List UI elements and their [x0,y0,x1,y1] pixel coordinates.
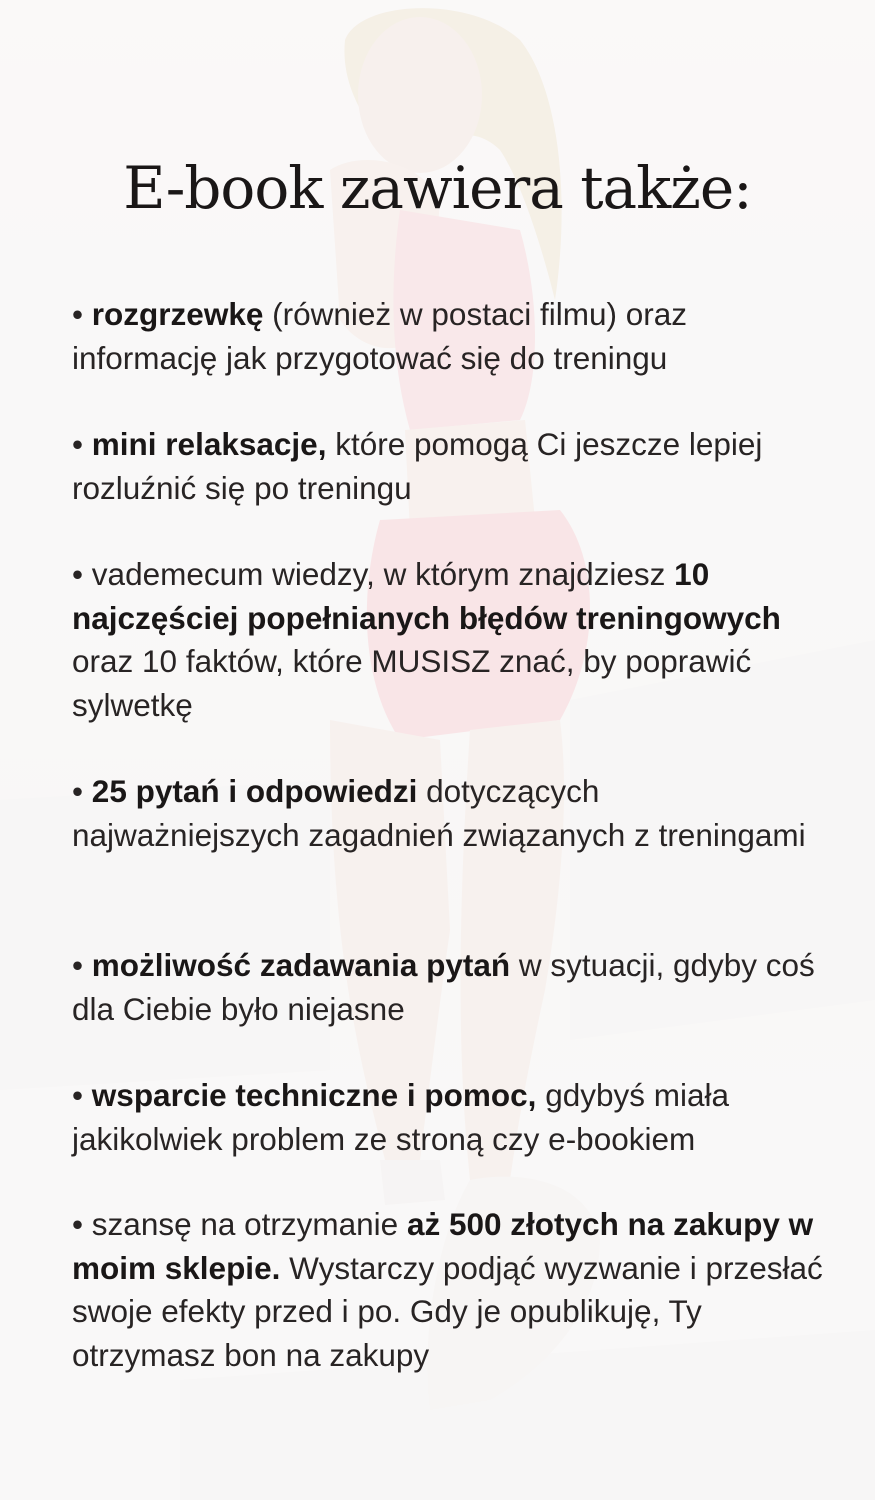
bullet: • [72,1077,84,1113]
item-text: vademecum wiedzy, w którym znajdziesz [91,556,666,592]
bullet: • [72,773,84,809]
item-highlight: rozgrzewkę [91,296,264,332]
item-text: oraz 10 faktów, które MUSISZ znać, by poprawić sylwetkę [72,643,752,723]
bullet: • [72,426,84,462]
item-text: szansę na otrzymanie [91,1206,399,1242]
bullet: • [72,1206,84,1242]
feature-item-voucher [72,1203,832,1377]
item-highlight: możliwość zadawania pytań [91,947,511,983]
item-text: dotyczących najważniejszych zagadnień związanych z treningami [72,773,806,853]
item-text: Wystarczy podjąć wyzwanie i przesłać swoje efekty przed i po. Gdy je opublikuję, Ty otrzymasz bon na zakupy [72,1249,823,1373]
feature-item-vademecum [72,553,832,727]
item-highlight: 10 najczęściej popełnianych błędów treningowych [72,556,781,636]
page-title: E-book zawiera także: [123,154,752,222]
item-text: (również w postaci filmu) oraz informację jak przygotować się do treningu [72,296,687,376]
feature-item-warmup [72,293,832,380]
item-highlight: mini relaksacje, [91,426,327,462]
feature-item-relaxation [72,423,832,510]
item-highlight: 25 pytań i odpowiedzi [91,773,418,809]
feature-item-questions [72,770,832,857]
bullet: • [72,556,84,592]
item-highlight: wsparcie techniczne i pomoc, [91,1077,537,1113]
bullet: • [72,296,84,332]
feature-item-asking [72,944,832,1031]
feature-item-support [72,1074,832,1161]
item-highlight: aż 500 złotych na zakupy w moim sklepie. [72,1206,814,1286]
item-text: gdybyś miała jakikolwiek problem ze stroną czy e-bookiem [72,1077,730,1157]
item-text: które pomogą Ci jeszcze lepiej rozluźnić się po treningu [72,426,763,506]
bullet: • [72,947,84,983]
item-text: w sytuacji, gdyby coś dla Ciebie było niejasne [72,947,815,1027]
